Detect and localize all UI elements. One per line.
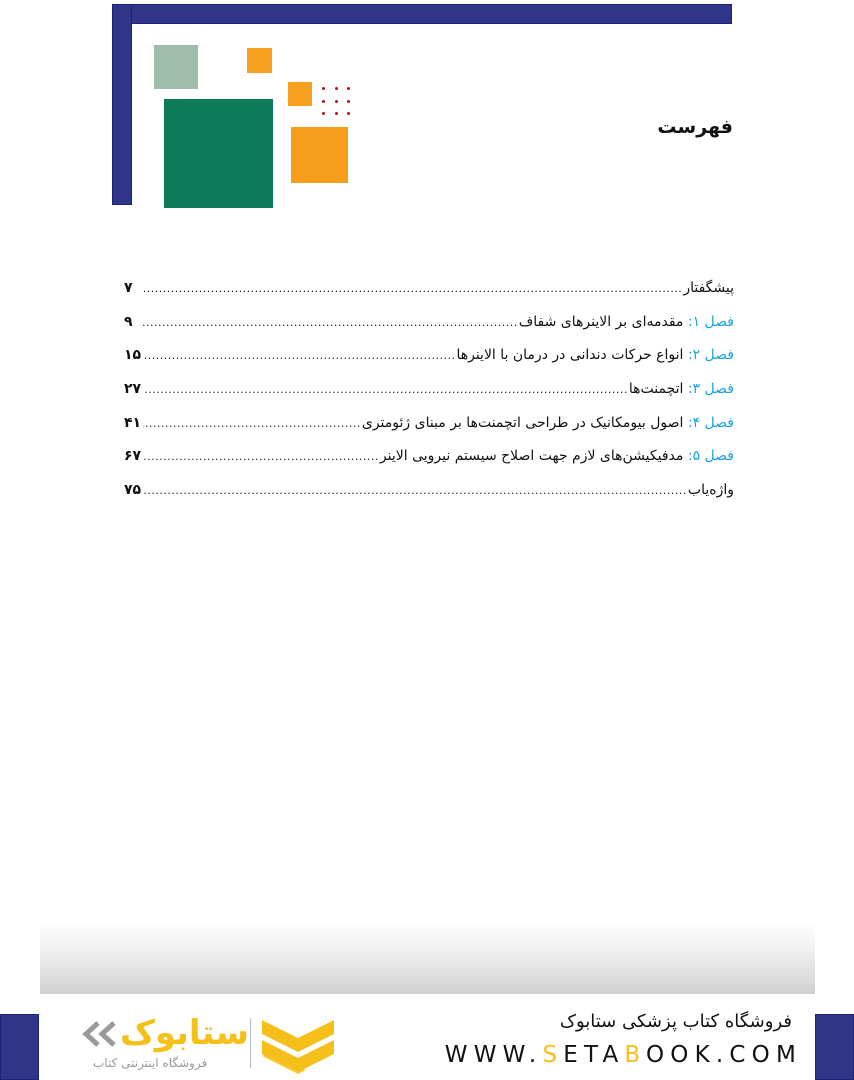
chapter-prefix: فصل ۳: (683, 381, 734, 398)
toc-page-number: ۶۷ (124, 448, 142, 465)
dot (322, 87, 325, 90)
toc-entry-chapter-1[interactable] (124, 311, 734, 345)
toc-entry-title: پیشگفتار (683, 280, 734, 296)
dot-leader (143, 312, 518, 334)
toc-entry-title: مقدمه‌ای بر الاینرهای شفاف (518, 313, 684, 330)
toc-entry-chapter-2[interactable] (124, 344, 734, 378)
dot-leader (143, 480, 687, 502)
dot-leader (143, 345, 455, 367)
toc-page-number: ۱۵ (124, 347, 142, 364)
logo-subtitle: فروشگاه اینترنتی کتاب (93, 1056, 208, 1070)
toc-entry-label (683, 277, 734, 299)
table-of-contents (124, 277, 734, 513)
decor-square-green (164, 99, 273, 208)
double-chevron-left-icon (80, 1021, 118, 1047)
chapter-prefix: فصل ۲: (683, 347, 734, 364)
chapter-prefix: فصل ۴: (683, 414, 734, 431)
decor-square-orange-small (247, 48, 272, 73)
logo-separator (250, 1018, 251, 1068)
footer-shadow-band (40, 920, 815, 994)
toc-page-number: ۲۷ (124, 381, 142, 398)
toc-page-number: ۷ (124, 280, 133, 296)
setabook-chevron-logo-icon (262, 1018, 334, 1076)
dot (347, 87, 350, 90)
toc-entry-index[interactable] (124, 479, 734, 513)
dot (335, 100, 338, 103)
header-frame-top-bar (112, 4, 732, 24)
chapter-prefix: فصل ۱: (683, 313, 734, 330)
decor-dot-grid (322, 87, 354, 119)
url-part: ETA (563, 1042, 625, 1068)
toc-entry-chapter-4[interactable] (124, 412, 734, 446)
header-frame-left-bar (112, 4, 132, 205)
dot-leader (143, 413, 361, 435)
footer-blue-block-left (0, 1014, 39, 1080)
toc-entry-label (688, 479, 734, 501)
toc-entry-label (629, 378, 734, 400)
decor-square-sage (154, 45, 198, 89)
dot (335, 112, 338, 115)
toc-entry-label (519, 311, 734, 333)
toc-entry-title: مدفیکیشن‌های لازم جهت اصلاح سیستم نیرویی الاینر (379, 448, 684, 465)
toc-entry-preface[interactable] (124, 277, 734, 311)
toc-entry-title: واژه‌یاب (687, 482, 734, 499)
toc-page-number: ۹ (124, 313, 133, 330)
chapter-prefix: فصل ۵: (683, 448, 734, 465)
toc-entry-chapter-5[interactable] (124, 445, 734, 479)
dot-leader (143, 379, 628, 401)
url-accent-letter: S (542, 1042, 564, 1068)
page-title: فهرست (657, 116, 733, 138)
store-url-link[interactable] (445, 1042, 802, 1068)
dot (347, 100, 350, 103)
toc-entry-title: انواع حرکات دندانی در درمان با الاینرها (456, 347, 684, 364)
footer-blue-block-right (815, 1014, 854, 1080)
toc-entry-title: اتچمنت‌ها (628, 381, 684, 398)
url-part: OOK.COM (645, 1042, 802, 1068)
toc-entry-label (362, 412, 734, 434)
decor-square-orange-large (291, 127, 348, 183)
store-name: فروشگاه کتاب پزشکی ستابوک (559, 1011, 792, 1032)
toc-entry-label (456, 344, 734, 366)
toc-page-number: ۴۱ (124, 414, 142, 431)
toc-entry-chapter-3[interactable] (124, 378, 734, 412)
dot-leader (143, 278, 682, 300)
dot (335, 87, 338, 90)
dot-leader (143, 446, 379, 468)
dot (347, 112, 350, 115)
toc-entry-label (380, 445, 734, 467)
toc-page-number: ۷۵ (124, 482, 142, 499)
url-accent-letter: B (624, 1042, 646, 1068)
dot (322, 100, 325, 103)
logo-wordmark: ستابوک (120, 1013, 249, 1053)
toc-entry-title: اصول بیومکانیک در طراحی اتچمنت‌ها بر مبنای ژئومتری (361, 414, 684, 431)
url-part: WWW. (444, 1042, 543, 1068)
decor-square-orange-small-2 (288, 82, 312, 106)
dot (322, 112, 325, 115)
